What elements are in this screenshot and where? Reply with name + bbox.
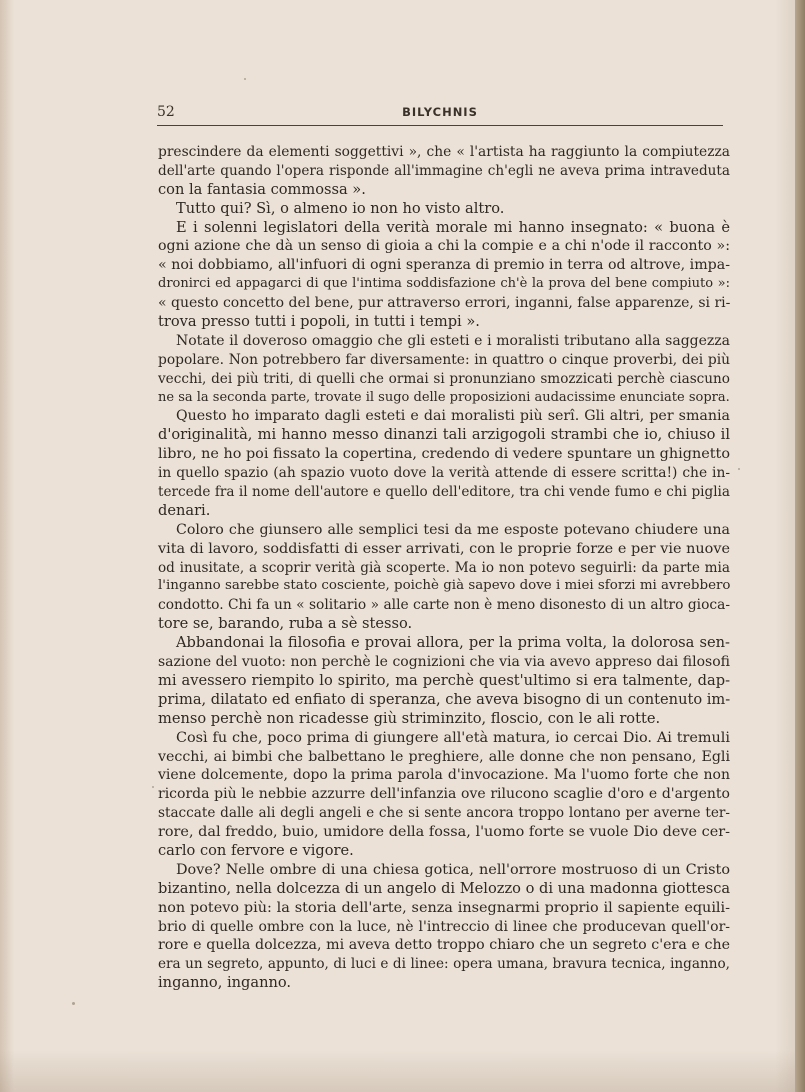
text-line: E i solenni legislatori della verità morale mi hanno insegnato: « buona è (176, 218, 730, 236)
text-line: viene dolcemente, dopo la prima parola d'invocazione. Ma l'uomo forte che non (158, 767, 730, 784)
paper-speck (738, 468, 740, 470)
text-line: ogni azione che dà un senso di gioia a chi la compie e a chi n'ode il racconto »: (158, 238, 730, 255)
text-line: era un segreto, appunto, di luci e di linee: opera umana, bravura tecnica, inganno, (158, 956, 730, 973)
text-line: popolare. Non potrebbero far diversamente: in quattro o cinque proverbi, dei più (158, 351, 730, 368)
running-title: BILYCHNIS (402, 105, 478, 119)
text-line: prima, dilatato ed enfiato di speranza, che aveva bisogno di un contenuto im- (158, 690, 731, 708)
text-line: Questo ho imparato dagli esteti e dai moralisti più serî. Gli altri, per smania (176, 408, 730, 425)
text-line: Coloro che giunsero alle semplici tesi da me esposte potevano chiudere una (176, 521, 730, 538)
text-line: ricorda più le nebbie azzurre dell'infanzia ove rilucono scaglie d'oro e d'argento (158, 786, 730, 803)
text-line: dronirci ed appagarci di que l'intima soddisfazione ch'è la prova del bene compiuto »: (158, 276, 730, 292)
text-line: dell'arte quando l'opera risponde all'immagine ch'egli ne aveva prima intraveduta (158, 162, 730, 179)
text-line: inganno, inganno. (158, 974, 292, 992)
text-line: vecchi, dei più triti, di quelli che ormai si pronunziano smozzicati perchè ciascuno (158, 370, 730, 387)
text-line: con la fantasia commossa ». (158, 180, 366, 198)
text-line: Notate il doveroso omaggio che gli esteti e i moralisti tributano alla saggezza (176, 332, 730, 349)
text-line: bizantino, nella dolcezza di un angelo di Melozzo o di una madonna giottesca (158, 879, 731, 897)
text-line: vecchi, ai bimbi che balbettano le preghiere, alle donne che non pensano, Egli (158, 748, 730, 765)
page-header (157, 104, 723, 126)
paper-speck (72, 1002, 75, 1005)
text-line: mi avessero riempito lo spirito, ma perchè quest'ultimo si era talmente, dap- (158, 671, 730, 689)
text-line: l'inganno sarebbe stato cosciente, poichè già sapevo dove i miei sforzi mi avrebbero (158, 578, 731, 594)
page-number: 52 (157, 104, 175, 120)
text-line: vita di lavoro, soddisfatti di esser arrivati, con le proprie forze e per vie nuove (158, 540, 730, 557)
text-line: Abbandonai la filosofia e provai allora, per la prima volta, la dolorosa sen- (176, 634, 730, 652)
text-line: tore se, barando, ruba a sè stesso. (158, 615, 413, 633)
paper-speck (152, 786, 154, 788)
text-line: sazione del vuoto: non perchè le cognizioni che via via avevo appreso dai filosofi (158, 654, 730, 671)
text-line: tercede fra il nome dell'autore e quello dell'editore, tra chi vende fumo e chi piglia (158, 484, 730, 501)
text-line: brio di quelle ombre con la luce, nè l'intreccio di linee che producevan quell'or- (158, 918, 730, 935)
text-line: libro, ne ho poi fissato la copertina, credendo di vedere spuntare un ghignetto (158, 446, 730, 463)
text-line: menso perchè non ricadesse giù striminzito, floscio, con le ali rotte. (158, 709, 661, 727)
text-line: prescindere da elementi soggettivi », che « l'artista ha raggiunto la compiutezza (158, 144, 730, 160)
text-line: d'originalità, mi hanno messo dinanzi tali arzigogoli strambi che io, chiuso il (158, 426, 730, 444)
text-line: in quello spazio (ah spazio vuoto dove la verità attende di essere scritta!) che in- (158, 465, 730, 482)
text-line: non potevo più: la storia dell'arte, senza insegnarmi proprio il sapiente equili- (158, 899, 730, 916)
text-line: staccate dalle ali degli angeli e che si sente ancora troppo lontano per averne ter- (158, 805, 730, 822)
text-line: « questo concetto del bene, pur attraverso errori, inganni, false apparenze, si ri- (158, 295, 731, 312)
text-line: Tutto qui? Sì, o almeno io non ho visto altro. (176, 199, 505, 217)
text-line: condotto. Chi fa un « solitario » alle carte non è meno disonesto di un altro gioca- (158, 597, 730, 614)
page-edge-shadow (795, 0, 805, 1092)
text-line: « noi dobbiamo, all'infuori di ogni speranza di premio in terra od altrove, impa- (158, 257, 730, 274)
text-line: Dove? Nelle ombre di una chiesa gotica, nell'orrore mostruoso di un Cristo (176, 861, 730, 878)
text-line: rore e quella dolcezza, mi aveva detto troppo chiaro che un segreto c'era e che (158, 937, 730, 954)
body-text (158, 143, 730, 993)
text-line: rore, dal freddo, buio, umidore della fossa, l'uomo forte se vuole Dio deve cer- (158, 824, 730, 841)
text-line: denari. (158, 501, 211, 519)
text-line: ne sa la seconda parte, trovate il sugo delle proposizioni audacissime enunciate sopra. (158, 389, 730, 405)
header-rule (157, 125, 723, 126)
text-line: od inusitate, a scoprir verità già scoperte. Ma io non potevo seguirli: da parte mia (158, 559, 730, 576)
paper-speck (244, 78, 246, 80)
text-line: carlo con fervore e vigore. (158, 841, 354, 859)
text-line: trova presso tutti i popoli, in tutti i tempi ». (158, 313, 480, 331)
text-line: Così fu che, poco prima di giungere all'età matura, io cercai Dio. Ai tremuli (176, 729, 730, 746)
